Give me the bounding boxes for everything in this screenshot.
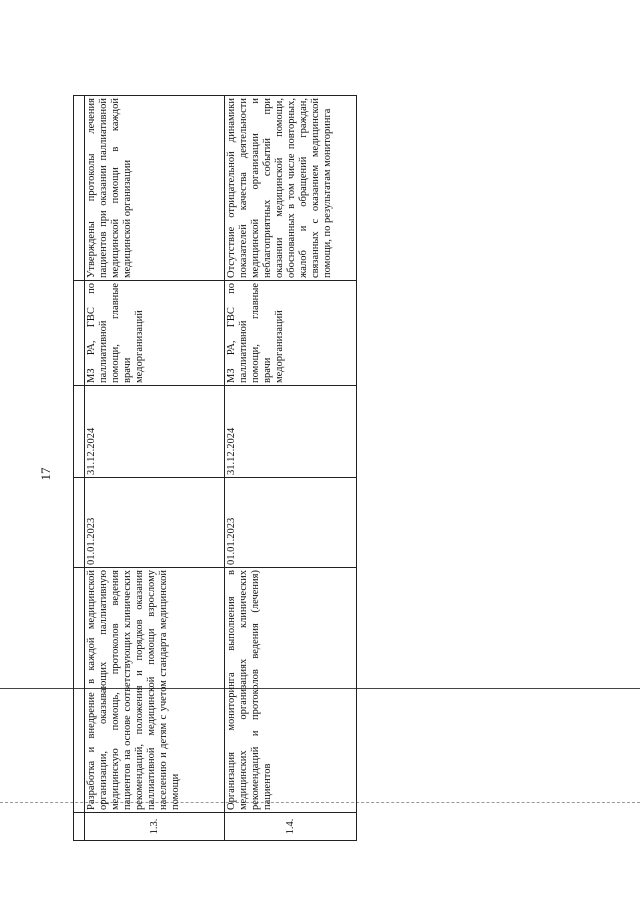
table-row xyxy=(225,96,357,841)
responsible-cell: МЗ РА, ГВС по паллиативной помощи, главные врачи медорганизаций xyxy=(225,281,357,386)
row-number: 1.4. xyxy=(225,813,357,841)
end-date-cell: 31.12.2024 xyxy=(225,386,357,478)
responsible-cell: МЗ РА, ГВС по паллиативной помощи, главные врачи медорганизаций xyxy=(85,281,225,386)
start-date-cell: 01.01.2023 xyxy=(225,478,357,568)
end-date-cell: 31.12.2024 xyxy=(85,386,225,478)
result-cell: Утверждены протоколы лечения пациентов при оказании паллиативной медицинской помощи в каждой медицинской организации xyxy=(85,96,225,281)
measures-table xyxy=(73,96,357,841)
table-row xyxy=(85,96,225,841)
action-cell: Разработка и внедрение в каждой медицинской организации, оказывающих паллиативную медицинскую помощь, протоколов ведения пациентов на основе соответствующих клинических рекомендаций, положения и порядков оказания паллиативной медицинской помощи взрослому населению и детям с учетом стандарта медицинской помощи xyxy=(85,568,225,813)
action-cell: Организация мониторинга выполнения в медицинских организациях клинических рекомендаций и протоколов ведения (лечения) пациентов xyxy=(225,568,357,813)
start-date-cell: 01.01.2023 xyxy=(85,478,225,568)
row-number: 1.3. xyxy=(85,813,225,841)
result-cell: Отсутствие отрицательной динамики показателей качества деятельности медицинской организации и неблагоприятных событий при оказании медицинской помощи, обоснованных в том числе повторных, жалоб и обращений граждан, связанных с оказанием медицинской помощи, по результатам мониторинга xyxy=(225,96,357,281)
page-number: 17 xyxy=(38,467,53,481)
table-row-top xyxy=(74,96,85,841)
